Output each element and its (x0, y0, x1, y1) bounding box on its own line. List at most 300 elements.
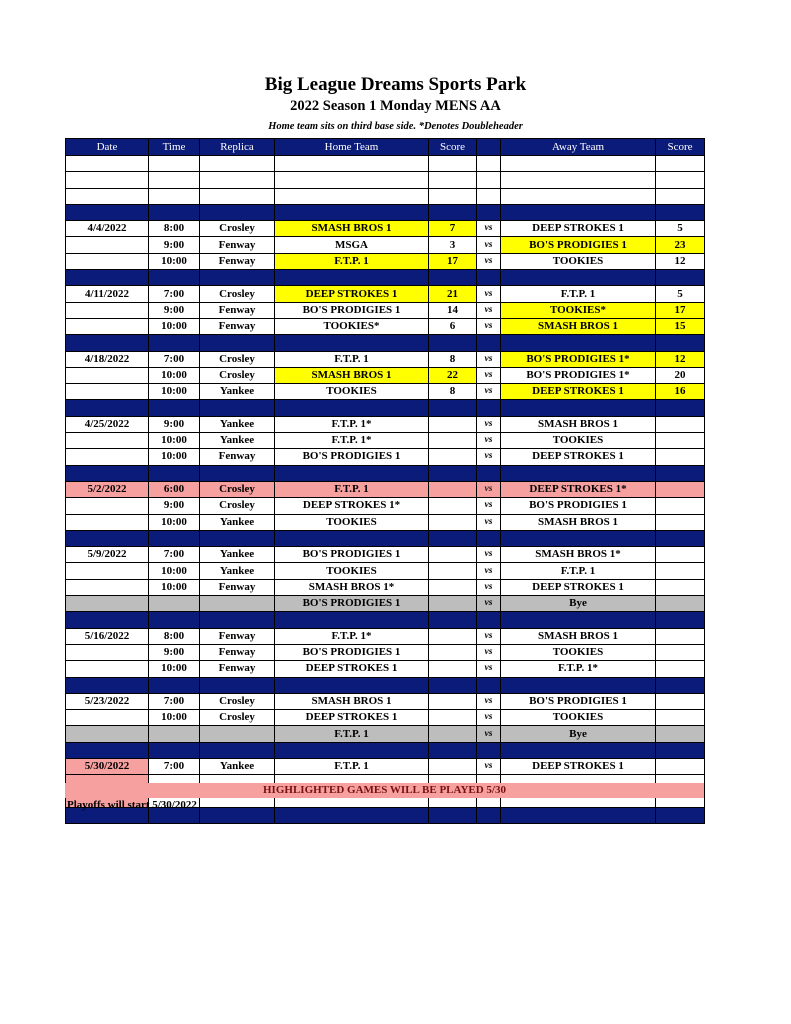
page-subtitle: 2022 Season 1 Monday MENS AA (290, 98, 501, 114)
separator-cell (477, 270, 501, 286)
home-team-cell: F.T.P. 1 (275, 726, 429, 742)
time-cell: 10:00 (149, 384, 200, 400)
time-cell: 10:00 (149, 579, 200, 595)
separator-cell (477, 204, 501, 220)
vs-cell: vs (477, 758, 501, 774)
empty-cell (66, 172, 149, 188)
date-cell: 5/2/2022 (66, 481, 149, 497)
table-row (66, 253, 705, 269)
vs-cell: vs (477, 367, 501, 383)
away-team-cell: DEEP STROKES 1 (501, 579, 656, 595)
separator-cell (501, 677, 656, 693)
away-score-cell (656, 644, 705, 660)
home-team-cell: TOOKIES (275, 384, 429, 400)
week-separator-row (66, 530, 705, 546)
time-cell: 7:00 (149, 351, 200, 367)
away-team-cell: F.T.P. 1 (501, 286, 656, 302)
separator-cell (477, 530, 501, 546)
date-cell (66, 661, 149, 677)
empty-cell (656, 156, 705, 172)
column-header: Date (66, 139, 149, 156)
separator-cell (149, 677, 200, 693)
time-cell: 7:00 (149, 286, 200, 302)
field-cell: Crosley (200, 710, 275, 726)
empty-cell (477, 156, 501, 172)
date-cell (66, 710, 149, 726)
vs-cell: vs (477, 351, 501, 367)
empty-cell (477, 188, 501, 204)
separator-cell (275, 400, 429, 416)
time-cell: 10:00 (149, 563, 200, 579)
date-cell (66, 253, 149, 269)
empty-cell (66, 156, 149, 172)
date-cell (66, 318, 149, 334)
playoffs-note: Playoffs will start 5/30/2022 (67, 799, 197, 811)
time-cell: 10:00 (149, 710, 200, 726)
empty-cell (501, 188, 656, 204)
home-team-cell: F.T.P. 1 (275, 481, 429, 497)
home-score-cell: 8 (429, 351, 477, 367)
field-cell: Crosley (200, 351, 275, 367)
separator-cell (149, 335, 200, 351)
date-cell (66, 498, 149, 514)
separator-cell (200, 465, 275, 481)
vs-cell: vs (477, 547, 501, 563)
home-team-cell: SMASH BROS 1 (275, 367, 429, 383)
date-cell: 5/16/2022 (66, 628, 149, 644)
away-team-cell: TOOKIES (501, 433, 656, 449)
field-cell: Crosley (200, 221, 275, 237)
separator-cell (501, 465, 656, 481)
table-row (66, 416, 705, 432)
column-header: Score (429, 139, 477, 156)
away-team-cell: SMASH BROS 1* (501, 547, 656, 563)
away-team-cell: BO'S PRODIGIES 1 (501, 498, 656, 514)
away-score-cell: 12 (656, 253, 705, 269)
table-row (66, 563, 705, 579)
separator-cell (200, 204, 275, 220)
date-cell (66, 726, 149, 742)
date-cell (66, 237, 149, 253)
time-cell: 9:00 (149, 644, 200, 660)
separator-cell (656, 400, 705, 416)
empty-cell (429, 156, 477, 172)
date-cell (66, 367, 149, 383)
column-header: Home Team (275, 139, 429, 156)
vs-cell: vs (477, 286, 501, 302)
empty-cell (275, 188, 429, 204)
time-cell: 9:00 (149, 302, 200, 318)
table-row (66, 384, 705, 400)
empty-cell (149, 172, 200, 188)
table-row (66, 286, 705, 302)
vs-cell: vs (477, 449, 501, 465)
home-score-cell (429, 498, 477, 514)
table-row (66, 693, 705, 709)
column-header (477, 139, 501, 156)
away-score-cell: 12 (656, 351, 705, 367)
home-team-cell: F.T.P. 1 (275, 758, 429, 774)
separator-cell (429, 270, 477, 286)
separator-cell (200, 400, 275, 416)
separator-cell (149, 530, 200, 546)
separator-cell (501, 270, 656, 286)
away-score-cell: 16 (656, 384, 705, 400)
time-cell: 10:00 (149, 318, 200, 334)
away-score-cell (656, 433, 705, 449)
empty-cell (275, 172, 429, 188)
field-cell: Crosley (200, 367, 275, 383)
away-score-cell: 5 (656, 221, 705, 237)
table-row (66, 433, 705, 449)
empty-cell (501, 172, 656, 188)
separator-cell (501, 400, 656, 416)
table-header-row (66, 139, 705, 156)
home-score-cell: 6 (429, 318, 477, 334)
vs-cell: vs (477, 237, 501, 253)
away-score-cell (656, 416, 705, 432)
table-row (66, 318, 705, 334)
away-team-cell: SMASH BROS 1 (501, 416, 656, 432)
separator-cell (66, 677, 149, 693)
separator-cell (477, 677, 501, 693)
separator-cell (656, 677, 705, 693)
week-separator-row (66, 742, 705, 758)
separator-cell (429, 465, 477, 481)
empty-cell (656, 188, 705, 204)
time-cell: 10:00 (149, 253, 200, 269)
vs-cell: vs (477, 498, 501, 514)
home-team-cell: TOOKIES (275, 563, 429, 579)
separator-cell (501, 335, 656, 351)
vs-cell: vs (477, 693, 501, 709)
home-score-cell (429, 628, 477, 644)
home-score-cell: 14 (429, 302, 477, 318)
away-team-cell: TOOKIES (501, 710, 656, 726)
vs-cell: vs (477, 221, 501, 237)
home-team-cell: DEEP STROKES 1 (275, 286, 429, 302)
time-cell: 10:00 (149, 514, 200, 530)
away-score-cell (656, 563, 705, 579)
separator-cell (477, 807, 501, 823)
field-cell: Yankee (200, 416, 275, 432)
away-score-cell (656, 579, 705, 595)
vs-cell: vs (477, 596, 501, 612)
empty-cell (149, 156, 200, 172)
home-score-cell: 3 (429, 237, 477, 253)
time-cell: 10:00 (149, 449, 200, 465)
home-score-cell (429, 547, 477, 563)
separator-cell (656, 742, 705, 758)
empty-cell (477, 172, 501, 188)
separator-cell (656, 465, 705, 481)
field-cell: Fenway (200, 237, 275, 253)
date-cell (66, 449, 149, 465)
field-cell: Yankee (200, 433, 275, 449)
table-row (66, 628, 705, 644)
away-team-cell: SMASH BROS 1 (501, 514, 656, 530)
separator-cell (275, 204, 429, 220)
column-header: Score (656, 139, 705, 156)
separator-cell (275, 612, 429, 628)
separator-cell (429, 530, 477, 546)
separator-cell (66, 742, 149, 758)
separator-cell (501, 742, 656, 758)
away-score-cell (656, 481, 705, 497)
separator-cell (275, 742, 429, 758)
away-team-cell: BO'S PRODIGIES 1 (501, 237, 656, 253)
time-cell: 10:00 (149, 433, 200, 449)
separator-cell (501, 204, 656, 220)
separator-cell (66, 400, 149, 416)
table-row (66, 579, 705, 595)
home-score-cell (429, 416, 477, 432)
date-cell: 4/25/2022 (66, 416, 149, 432)
home-team-cell: DEEP STROKES 1* (275, 498, 429, 514)
time-cell: 6:00 (149, 481, 200, 497)
time-cell: 9:00 (149, 498, 200, 514)
separator-cell (429, 335, 477, 351)
field-cell: Crosley (200, 286, 275, 302)
week-separator-row (66, 204, 705, 220)
home-team-cell: TOOKIES* (275, 318, 429, 334)
page-title: Big League Dreams Sports Park (264, 74, 527, 95)
empty-cell (656, 172, 705, 188)
time-cell: 7:00 (149, 693, 200, 709)
home-team-cell: DEEP STROKES 1 (275, 710, 429, 726)
away-score-cell (656, 498, 705, 514)
separator-cell (477, 742, 501, 758)
week-separator-row (66, 335, 705, 351)
away-team-cell: TOOKIES* (501, 302, 656, 318)
away-team-cell: BO'S PRODIGIES 1* (501, 351, 656, 367)
home-team-cell: BO'S PRODIGIES 1 (275, 596, 429, 612)
away-score-cell (656, 693, 705, 709)
table-row (66, 547, 705, 563)
home-team-cell: F.T.P. 1* (275, 416, 429, 432)
home-score-cell: 17 (429, 253, 477, 269)
away-score-cell (656, 661, 705, 677)
separator-cell (501, 530, 656, 546)
separator-cell (66, 204, 149, 220)
separator-cell (275, 465, 429, 481)
separator-cell (66, 465, 149, 481)
empty-cell (275, 156, 429, 172)
away-team-cell: F.T.P. 1 (501, 563, 656, 579)
table-row (66, 726, 705, 742)
vs-cell: vs (477, 628, 501, 644)
separator-cell (501, 612, 656, 628)
date-cell (66, 514, 149, 530)
field-cell (200, 726, 275, 742)
vs-cell: vs (477, 384, 501, 400)
time-cell: 7:00 (149, 758, 200, 774)
separator-cell (200, 335, 275, 351)
field-cell: Fenway (200, 449, 275, 465)
vs-cell: vs (477, 661, 501, 677)
away-score-cell (656, 628, 705, 644)
separator-cell (429, 742, 477, 758)
empty-cell (200, 188, 275, 204)
away-team-cell: Bye (501, 596, 656, 612)
home-score-cell (429, 433, 477, 449)
away-score-cell: 23 (656, 237, 705, 253)
away-score-cell (656, 514, 705, 530)
away-team-cell: SMASH BROS 1 (501, 318, 656, 334)
separator-cell (429, 807, 477, 823)
separator-cell (477, 612, 501, 628)
empty-row (66, 172, 705, 188)
separator-cell (275, 677, 429, 693)
vs-cell: vs (477, 416, 501, 432)
time-cell: 9:00 (149, 237, 200, 253)
empty-row (66, 188, 705, 204)
away-team-cell: TOOKIES (501, 644, 656, 660)
separator-cell (429, 677, 477, 693)
table-row (66, 221, 705, 237)
home-score-cell (429, 563, 477, 579)
separator-cell (149, 742, 200, 758)
away-score-cell: 17 (656, 302, 705, 318)
field-cell: Yankee (200, 514, 275, 530)
table-row (66, 449, 705, 465)
home-team-cell: BO'S PRODIGIES 1 (275, 547, 429, 563)
date-cell: 5/9/2022 (66, 547, 149, 563)
field-cell: Crosley (200, 693, 275, 709)
separator-cell (200, 677, 275, 693)
separator-cell (66, 270, 149, 286)
date-cell (66, 644, 149, 660)
vs-cell: vs (477, 433, 501, 449)
vs-cell: vs (477, 579, 501, 595)
away-team-cell: BO'S PRODIGIES 1* (501, 367, 656, 383)
home-team-cell: TOOKIES (275, 514, 429, 530)
time-cell: 10:00 (149, 367, 200, 383)
home-score-cell (429, 758, 477, 774)
week-separator-row (66, 677, 705, 693)
home-score-cell (429, 710, 477, 726)
separator-cell (477, 465, 501, 481)
table-row (66, 237, 705, 253)
vs-cell: vs (477, 710, 501, 726)
away-team-cell: DEEP STROKES 1* (501, 481, 656, 497)
empty-cell (200, 156, 275, 172)
separator-cell (656, 807, 705, 823)
home-score-cell: 8 (429, 384, 477, 400)
separator-cell (66, 335, 149, 351)
vs-cell: vs (477, 563, 501, 579)
home-score-cell (429, 644, 477, 660)
separator-cell (429, 204, 477, 220)
date-cell (66, 579, 149, 595)
table-row (66, 302, 705, 318)
table-row (66, 661, 705, 677)
home-score-cell (429, 661, 477, 677)
empty-cell (149, 188, 200, 204)
field-cell: Fenway (200, 302, 275, 318)
home-score-cell (429, 514, 477, 530)
week-separator-row (66, 270, 705, 286)
away-score-cell (656, 547, 705, 563)
separator-cell (656, 612, 705, 628)
table-row (66, 758, 705, 774)
date-cell: 4/4/2022 (66, 221, 149, 237)
time-cell: 9:00 (149, 416, 200, 432)
field-cell: Crosley (200, 481, 275, 497)
away-team-cell: DEEP STROKES 1 (501, 758, 656, 774)
empty-cell (501, 156, 656, 172)
schedule-table (65, 138, 705, 824)
away-team-cell: SMASH BROS 1 (501, 628, 656, 644)
week-separator-row (66, 465, 705, 481)
away-score-cell (656, 726, 705, 742)
time-cell: 10:00 (149, 661, 200, 677)
separator-cell (275, 807, 429, 823)
separator-cell (656, 530, 705, 546)
away-team-cell: DEEP STROKES 1 (501, 384, 656, 400)
away-team-cell: BO'S PRODIGIES 1 (501, 693, 656, 709)
home-score-cell: 22 (429, 367, 477, 383)
separator-cell (501, 807, 656, 823)
home-team-cell: F.T.P. 1* (275, 433, 429, 449)
away-team-cell: TOOKIES (501, 253, 656, 269)
separator-cell (200, 742, 275, 758)
separator-cell (477, 335, 501, 351)
separator-cell (656, 270, 705, 286)
field-cell: Fenway (200, 253, 275, 269)
field-cell: Fenway (200, 661, 275, 677)
home-score-cell (429, 449, 477, 465)
separator-cell (275, 270, 429, 286)
field-cell: Fenway (200, 644, 275, 660)
away-score-cell (656, 449, 705, 465)
vs-cell: vs (477, 253, 501, 269)
page-note: Home team sits on third base side. *Denotes Doubleheader (268, 121, 523, 132)
vs-cell: vs (477, 644, 501, 660)
week-separator-row (66, 400, 705, 416)
vs-cell: vs (477, 318, 501, 334)
field-cell (200, 596, 275, 612)
separator-cell (66, 612, 149, 628)
vs-cell: vs (477, 302, 501, 318)
highlight-notice-banner: HIGHLIGHTED GAMES WILL BE PLAYED 5/30 (65, 783, 704, 798)
separator-cell (275, 530, 429, 546)
column-header: Away Team (501, 139, 656, 156)
separator-cell (149, 612, 200, 628)
table-row (66, 710, 705, 726)
home-team-cell: BO'S PRODIGIES 1 (275, 449, 429, 465)
column-header: Time (149, 139, 200, 156)
home-team-cell: BO'S PRODIGIES 1 (275, 302, 429, 318)
date-cell: 4/11/2022 (66, 286, 149, 302)
away-team-cell: DEEP STROKES 1 (501, 449, 656, 465)
home-score-cell: 7 (429, 221, 477, 237)
away-team-cell: DEEP STROKES 1 (501, 221, 656, 237)
field-cell: Crosley (200, 498, 275, 514)
time-cell (149, 596, 200, 612)
table-row (66, 498, 705, 514)
table-row (66, 596, 705, 612)
home-score-cell (429, 579, 477, 595)
home-score-cell (429, 726, 477, 742)
home-score-cell: 21 (429, 286, 477, 302)
vs-cell: vs (477, 481, 501, 497)
separator-cell (200, 530, 275, 546)
date-cell (66, 302, 149, 318)
home-team-cell: SMASH BROS 1* (275, 579, 429, 595)
vs-cell: vs (477, 726, 501, 742)
empty-cell (200, 172, 275, 188)
